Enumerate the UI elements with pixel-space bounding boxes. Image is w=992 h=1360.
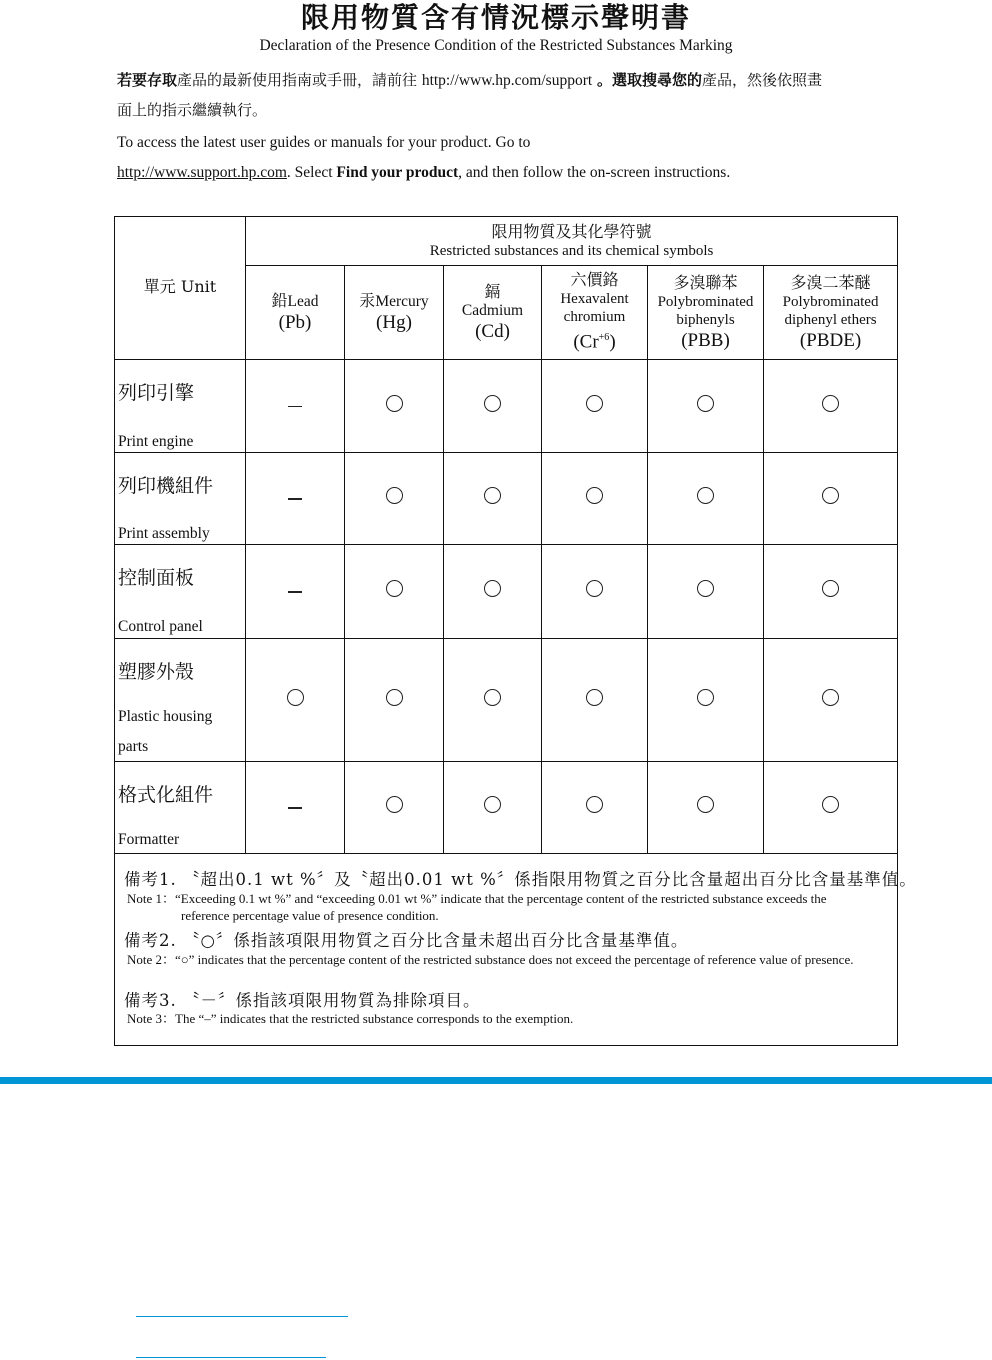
column-header-pbb [648, 266, 764, 360]
col-zh: 汞 [359, 290, 376, 310]
circle-mark [586, 580, 603, 597]
mark-cell [764, 762, 898, 854]
circle-mark [484, 580, 501, 597]
row-label-zh: 塑膠外殼 [118, 661, 195, 683]
mark-cell [542, 360, 648, 453]
circle-mark [386, 689, 403, 706]
footer-divider [0, 1077, 992, 1084]
notes-row [115, 854, 898, 1046]
group-header-en: Restricted substances and its chemical symbols [429, 243, 714, 259]
circle-mark [484, 689, 501, 706]
intro-zh-line-2: 面上的指示繼續執行。 [117, 101, 268, 119]
intro-zh-tail: 產品，然後依照畫 [701, 71, 822, 89]
column-header-cadmium [444, 266, 542, 360]
intro-en-line-2 [117, 163, 730, 183]
table-row [115, 545, 898, 639]
circle-mark [484, 487, 501, 504]
circle-mark [822, 796, 839, 813]
mark-cell [542, 639, 648, 762]
col-en-2: chromium [563, 309, 626, 326]
circle-mark [697, 580, 714, 597]
mark-cell [542, 545, 648, 639]
mark-cell [648, 360, 764, 453]
note-1-zh: 備考1. 〝超出0.1 wt %〞及〝超出0.01 wt %〞係指限用物質之百分比含量超出百分比含量基準值。 [124, 870, 917, 889]
circle-mark [822, 395, 839, 412]
note-1-en-1: Note 1：“Exceeding 0.1 wt %” and “exceeding 0.01 wt %” indicate that the percentage content of the restricted substance exceeds the [127, 891, 827, 906]
mark-cell [345, 453, 444, 545]
dash-mark [288, 591, 302, 593]
intro-zh-line-1 [117, 70, 822, 91]
circle-mark [697, 796, 714, 813]
mark-cell [764, 639, 898, 762]
circle-mark [822, 689, 839, 706]
note-3-en: Note 3：The “–” indicates that the restricted substance corresponds to the exemption. [127, 1011, 574, 1026]
note-2-en: Note 2：“○” indicates that the percentage content of the restricted substance does not exceed the percentage of reference value of presence. [127, 952, 854, 967]
col-zh: 六價鉻 [570, 270, 619, 290]
row-label-zh: 列印機組件 [118, 475, 214, 497]
col-symbol: (Cd) [475, 320, 510, 342]
row-label [115, 545, 246, 639]
intro-en-line-1: To access the latest user guides or manuals for your product. Go to [117, 134, 531, 151]
restricted-substances-table [114, 216, 917, 1046]
circle-mark [287, 689, 304, 706]
row-label-en: Print assembly [118, 525, 210, 542]
circle-mark [697, 395, 714, 412]
intro-zh-bold-1: 若要存取 [117, 71, 178, 89]
row-label [115, 639, 246, 762]
row-label-zh: 控制面板 [118, 567, 195, 589]
table-row [115, 360, 898, 453]
mark-cell [246, 453, 345, 545]
mark-cell [444, 762, 542, 854]
circle-mark [822, 487, 839, 504]
note-3-zh: 備考3. 〝－〞係指該項限用物質為排除項目。 [124, 991, 481, 1010]
circle-mark [697, 689, 714, 706]
mark-cell [648, 453, 764, 545]
circle-mark [386, 487, 403, 504]
col-en-1: Polybrominated [657, 293, 754, 310]
circle-mark [697, 487, 714, 504]
circle-mark [386, 796, 403, 813]
footer-rule-1 [136, 1316, 348, 1317]
dash-mark [288, 807, 302, 809]
col-symbol: (PBB) [681, 329, 730, 351]
table-row [115, 762, 898, 854]
mark-cell [345, 762, 444, 854]
page-title: 限用物質含有情況標示聲明書 [300, 1, 691, 34]
note-2-zh: 備考2. 〝○〞係指該項限用物質之百分比含量未超出百分比含量基準值。 [124, 931, 689, 950]
row-label [115, 453, 246, 545]
column-header-pbde [764, 266, 898, 360]
dash-mark [288, 498, 302, 500]
unit-header: 單元 Unit [115, 217, 246, 360]
intro-en-mid: . Select [286, 164, 337, 181]
mark-cell [648, 639, 764, 762]
intro-en-tail: , and then follow the on-screen instructions. [458, 164, 731, 181]
sym-base: (Cr [573, 331, 599, 353]
circle-mark [586, 796, 603, 813]
mark-cell [648, 545, 764, 639]
dash-mark [288, 406, 302, 408]
sym-close: ) [609, 331, 616, 353]
row-label-en-1: Plastic housing [118, 708, 213, 725]
row-label-en: Control panel [118, 618, 203, 635]
mark-cell [444, 453, 542, 545]
col-symbol: (Hg) [376, 311, 412, 333]
col-en-1: Polybrominated [782, 293, 879, 310]
col-zh: 多溴二苯醚 [790, 272, 871, 292]
mark-cell [444, 545, 542, 639]
circle-mark [386, 395, 403, 412]
mark-cell [542, 762, 648, 854]
col-symbol [542, 326, 647, 354]
note-1-en-2: reference percentage value of presence condition. [181, 908, 439, 923]
circle-mark [484, 395, 501, 412]
row-label-en: Formatter [118, 831, 180, 848]
mark-cell [764, 453, 898, 545]
mark-cell [444, 639, 542, 762]
mark-cell [246, 639, 345, 762]
column-header-lead [246, 266, 345, 360]
mark-cell [764, 360, 898, 453]
circle-mark [586, 487, 603, 504]
col-en-1: Hexavalent [560, 291, 629, 308]
group-header-zh: 限用物質及其化學符號 [491, 222, 652, 241]
mark-cell [764, 545, 898, 639]
notes-cell [115, 854, 917, 1046]
column-header-chromium [542, 266, 648, 360]
page-subtitle: Declaration of the Presence Condition of the Restricted Substances Marking [259, 37, 733, 54]
sym-sup: +6 [598, 332, 610, 344]
mark-cell [648, 762, 764, 854]
mark-cell [542, 453, 648, 545]
col-en-2: biphenyls [676, 311, 735, 328]
column-header-mercury [345, 266, 444, 360]
mark-cell [345, 639, 444, 762]
mark-cell [444, 360, 542, 453]
support-link-zh[interactable]: http://www.hp.com/support [421, 72, 593, 89]
row-label [115, 360, 246, 453]
mark-cell [246, 545, 345, 639]
circle-mark [586, 689, 603, 706]
col-symbol: (Pb) [278, 311, 312, 333]
mark-cell [345, 545, 444, 639]
table-row [115, 639, 898, 762]
circle-mark [386, 580, 403, 597]
intro-zh-mid: 產品的最新使用指南或手冊，請前往 [177, 71, 418, 89]
col-zh: 鉛 [271, 290, 288, 310]
find-product-bold: Find your product [336, 164, 459, 181]
mark-cell [246, 360, 345, 453]
col-en: Cadmium [461, 301, 524, 319]
mark-cell [246, 762, 345, 854]
row-label-en-2: parts [118, 738, 149, 755]
row-label-en: Print engine [118, 433, 194, 450]
row-label-zh: 列印引擎 [118, 382, 195, 404]
mark-cell [345, 360, 444, 453]
col-symbol: (PBDE) [799, 329, 862, 351]
col-zh: 鎘 [484, 281, 501, 301]
intro-zh-bold-2: 。選取搜尋您的 [596, 71, 702, 89]
footer-rule-2 [136, 1357, 326, 1358]
support-link-en[interactable]: http://www.support.hp.com [117, 164, 287, 181]
col-zh: 多溴聯苯 [673, 272, 738, 292]
col-en-2: diphenyl ethers [784, 311, 877, 328]
circle-mark [484, 796, 501, 813]
circle-mark [586, 395, 603, 412]
substances-group-header [246, 217, 898, 266]
col-en: Lead [287, 292, 319, 310]
table-row [115, 453, 898, 545]
row-label-zh: 格式化組件 [118, 784, 214, 806]
circle-mark [822, 580, 839, 597]
col-en: Mercury [375, 292, 429, 310]
row-label [115, 762, 246, 854]
